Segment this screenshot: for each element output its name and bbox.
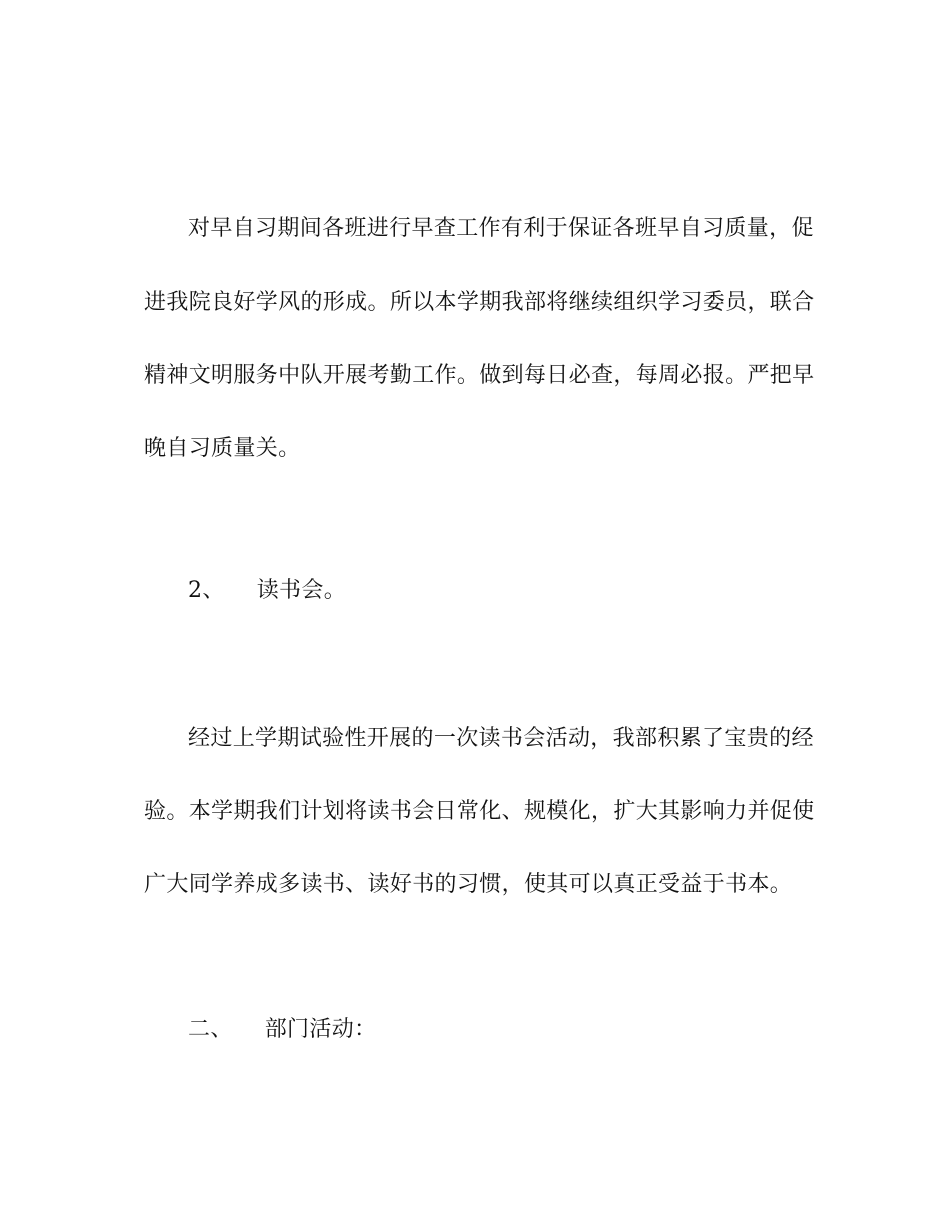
- paragraph-line: 精神文明服务中队开展考勤工作。做到每日必查，每周必报。严把早: [144, 363, 815, 388]
- paragraph-line: 对早自习期间各班进行早查工作有利于保证各班早自习质量，促: [188, 216, 814, 241]
- paragraph-line: 经过上学期试验性开展的一次读书会活动，我部积累了宝贵的经: [188, 726, 814, 751]
- heading-text: 部门活动：: [264, 1017, 377, 1042]
- paragraph-line: 晚自习质量关。: [144, 436, 301, 461]
- paragraph-line: 广大同学养成多读书、读好书的习惯，使其可以真正受益于书本。: [144, 872, 793, 897]
- section-heading: [188, 578, 848, 604]
- paragraph-line: 验。本学期我们计划将读书会日常化、规模化，扩大其影响力并促使: [144, 799, 815, 824]
- section-heading: [188, 1017, 848, 1043]
- heading-number: 二、: [188, 1017, 233, 1042]
- paragraph-line: 进我院良好学风的形成。所以本学期我部将继续组织学习委员，联合: [144, 290, 815, 315]
- heading-number: 2、: [188, 578, 225, 603]
- heading-text: 读书会。: [256, 578, 347, 603]
